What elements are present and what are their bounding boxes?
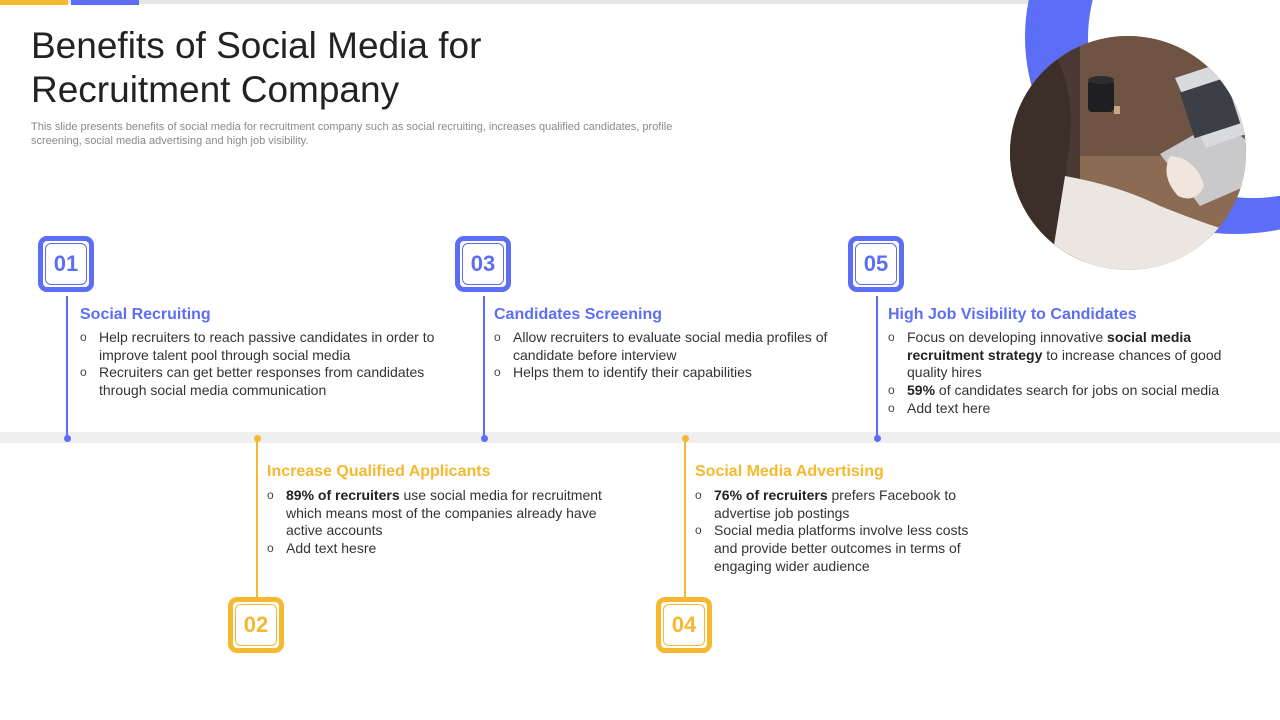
step-heading: Candidates Screening bbox=[494, 306, 663, 323]
bullet-item bbox=[80, 329, 450, 364]
step-heading: Social Recruiting bbox=[80, 306, 211, 323]
bullet-item bbox=[695, 487, 995, 522]
bullet-text: use social media for recruitment which means most of the companies already have active accounts bbox=[286, 487, 602, 539]
step-bullets bbox=[494, 329, 834, 382]
bullet-icon: o bbox=[494, 330, 501, 344]
bullet-item bbox=[267, 540, 617, 558]
bullet-text: Helps them to identify their capabilities bbox=[513, 364, 752, 381]
accent-tab-blue bbox=[71, 0, 139, 5]
step-number: 04 bbox=[663, 604, 705, 646]
bullet-icon: o bbox=[888, 400, 895, 415]
bullet-item bbox=[494, 364, 834, 382]
bullet-text: Social media platforms involve less costs and provide better outcomes in terms of engaging wider audience bbox=[714, 522, 969, 574]
step-number: 02 bbox=[235, 604, 277, 646]
bullet-icon: o bbox=[494, 365, 501, 380]
step-bullets bbox=[695, 487, 995, 576]
bullet-icon: o bbox=[80, 365, 87, 380]
page-title: Benefits of Social Media for Recruitment Company bbox=[31, 25, 482, 110]
bullet-text: prefers Facebook to advertise job postings bbox=[714, 487, 957, 521]
bullet-item bbox=[695, 522, 995, 575]
step-heading: High Job Visibility to Candidates bbox=[888, 306, 1137, 323]
step-number-box bbox=[848, 236, 904, 292]
step-number-box bbox=[455, 236, 511, 292]
bullet-icon: o bbox=[80, 330, 87, 344]
bullet-text: Recruiters can get better responses from candidates through social media communication bbox=[99, 364, 425, 399]
step-bullets bbox=[888, 329, 1238, 418]
step-number-box bbox=[38, 236, 94, 292]
bullet-item bbox=[494, 329, 834, 364]
bullet-text: Add text here bbox=[907, 399, 991, 416]
bullet-icon: o bbox=[888, 330, 895, 344]
connector-line bbox=[684, 440, 686, 598]
timeline-dot bbox=[874, 435, 881, 442]
bullet-text: of candidates search for jobs on social media bbox=[935, 382, 1220, 399]
bullet-text: Focus on developing innovative bbox=[907, 329, 1108, 345]
bullet-bold-text: 76% of recruiters bbox=[714, 487, 828, 503]
step-heading: Social Media Advertising bbox=[695, 463, 884, 480]
bullet-text: Allow recruiters to evaluate social media profiles of candidate before interview bbox=[513, 329, 828, 363]
timeline-dot bbox=[481, 435, 488, 442]
step-number: 01 bbox=[45, 243, 87, 285]
connector-line bbox=[256, 440, 258, 598]
bullet-bold-text: social media recruitment strategy bbox=[907, 329, 1192, 363]
bullet-item bbox=[888, 382, 1238, 400]
bullet-item bbox=[80, 364, 450, 399]
accent-tab-gold bbox=[0, 0, 68, 5]
step-bullets bbox=[80, 329, 450, 400]
step-bullets bbox=[267, 487, 617, 558]
bullet-text: Help recruiters to reach passive candidates in order to improve talent pool through social media bbox=[99, 329, 435, 363]
step-heading: Increase Qualified Applicants bbox=[267, 463, 491, 480]
photo-woman-laptop bbox=[1010, 36, 1246, 270]
step-number-box bbox=[228, 597, 284, 653]
bullet-item bbox=[888, 400, 1238, 418]
bullet-bold-text: 89% of recruiters bbox=[286, 487, 400, 503]
bullet-text: to increase chances of good quality hires bbox=[907, 346, 1222, 381]
bullet-icon: o bbox=[888, 383, 895, 398]
step-number-box bbox=[656, 597, 712, 653]
connector-line bbox=[66, 296, 68, 436]
bullet-item bbox=[888, 329, 1238, 382]
bullet-item bbox=[267, 487, 617, 540]
step-number: 05 bbox=[855, 243, 897, 285]
timeline-dot bbox=[64, 435, 71, 442]
bullet-icon: o bbox=[695, 488, 702, 502]
bullet-bold-text: 59% bbox=[907, 382, 936, 399]
page-subtitle: This slide presents benefits of social media for recruitment company such as social recruiting, increases qualified candidates, profile screening, social media advertising and high job visibility. bbox=[31, 121, 673, 147]
connector-line bbox=[483, 296, 485, 436]
bullet-icon: o bbox=[267, 541, 274, 556]
bullet-icon: o bbox=[267, 488, 274, 502]
timeline-band bbox=[0, 432, 1280, 443]
connector-line bbox=[876, 296, 878, 436]
bullet-text: Add text hesre bbox=[286, 540, 377, 557]
step-number: 03 bbox=[462, 243, 504, 285]
photo-illustration bbox=[1010, 36, 1246, 270]
bullet-icon: o bbox=[695, 523, 702, 538]
